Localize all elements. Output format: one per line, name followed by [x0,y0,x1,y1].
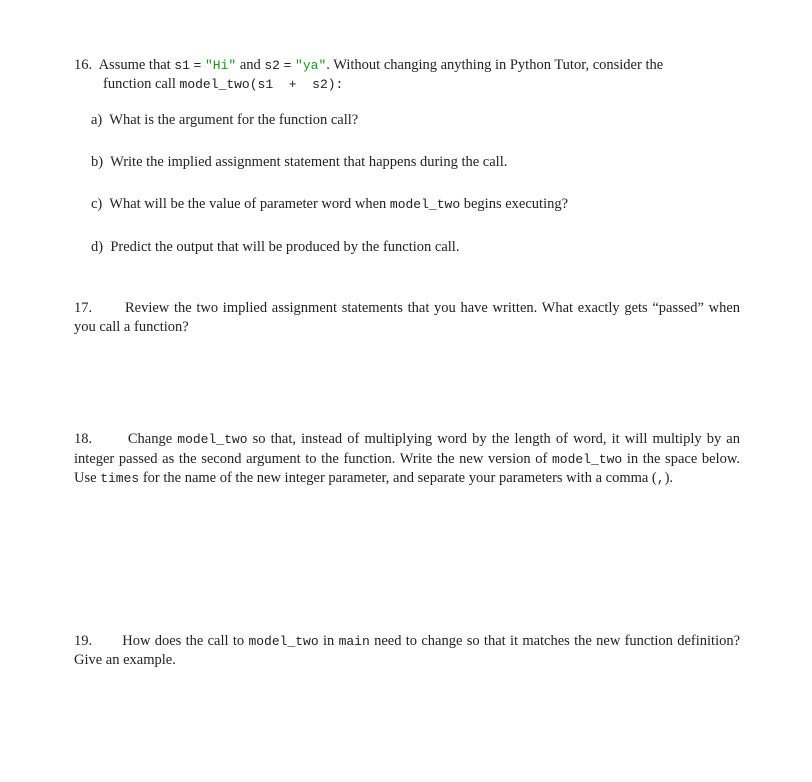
q16-text-3: function call [103,76,176,92]
q16-equals-2: = [283,58,292,73]
q16-var-s2: s2 [264,58,280,73]
q17-number: 17. [74,300,93,316]
part-b-text: Write the implied assignment statement that happens during the call. [110,154,508,170]
q16-text-2: . Without changing anything in Python Tutor, consider the [326,57,664,73]
q16-part-d [91,239,459,256]
q17-text: Review the two implied assignment statements that you have written. What exactly gets “passed” when you call a function? [74,300,740,335]
q18-number: 18. [74,431,93,447]
part-a-label: a) [91,112,103,128]
part-c-code: model_two [389,197,461,212]
q18-code-4: , [656,471,665,487]
q18-text-2: so that, instead of multiplying word by the length of word, it will multiply by an integer passed as the second argument to the function. Write the new version of [74,431,740,467]
q16-number: 16. [74,57,93,73]
q18-code-2: model_two [551,451,623,467]
q18-code-1: model_two [177,432,248,447]
q16-equals-1: = [193,58,202,73]
question-17 [74,299,740,337]
part-c-label: c) [91,196,103,212]
part-d-text: Predict the output that will be produced by the function call. [110,239,460,255]
q19-code-2: main [338,634,370,649]
q16-string-hi: "Hi" [204,58,237,73]
part-a-text: What is the argument for the function call? [109,112,359,128]
question-16 [74,56,754,75]
q18-text-4: for the name of the new integer parameter, and separate your parameters with a comma ( [142,470,657,487]
question-19 [74,632,740,670]
q19-text-2: in [322,633,335,649]
q16-and: and [239,57,261,73]
q19-number: 19. [74,633,93,649]
q18-text-3: in the space below. Use [74,450,740,487]
q16-part-a [91,112,358,129]
part-c-text-before: What will be the value of parameter word when [109,196,387,212]
q18-text-5: ). [664,470,674,487]
part-b-label: b) [91,154,104,170]
question-18 [74,430,740,489]
q16-text-1: Assume that [98,57,171,73]
part-c-text-after: begins executing? [463,196,569,212]
q18-text-1: Change [127,431,173,447]
q16-string-ya: "ya" [295,58,327,73]
q16-var-s1: s1 [174,58,190,73]
q16-call-code: model_two(s1 + s2): [179,77,344,92]
q16-part-b [91,154,507,171]
q16-part-c [91,196,568,213]
q16-line-2 [103,75,343,94]
q19-text-3: need to change so that it matches the new function definition? Give an example. [74,633,741,668]
q19-text-1: How does the call to [122,633,245,649]
q18-code-3: times [100,471,140,487]
q19-code-1: model_two [248,634,319,649]
part-d-label: d) [91,239,104,255]
